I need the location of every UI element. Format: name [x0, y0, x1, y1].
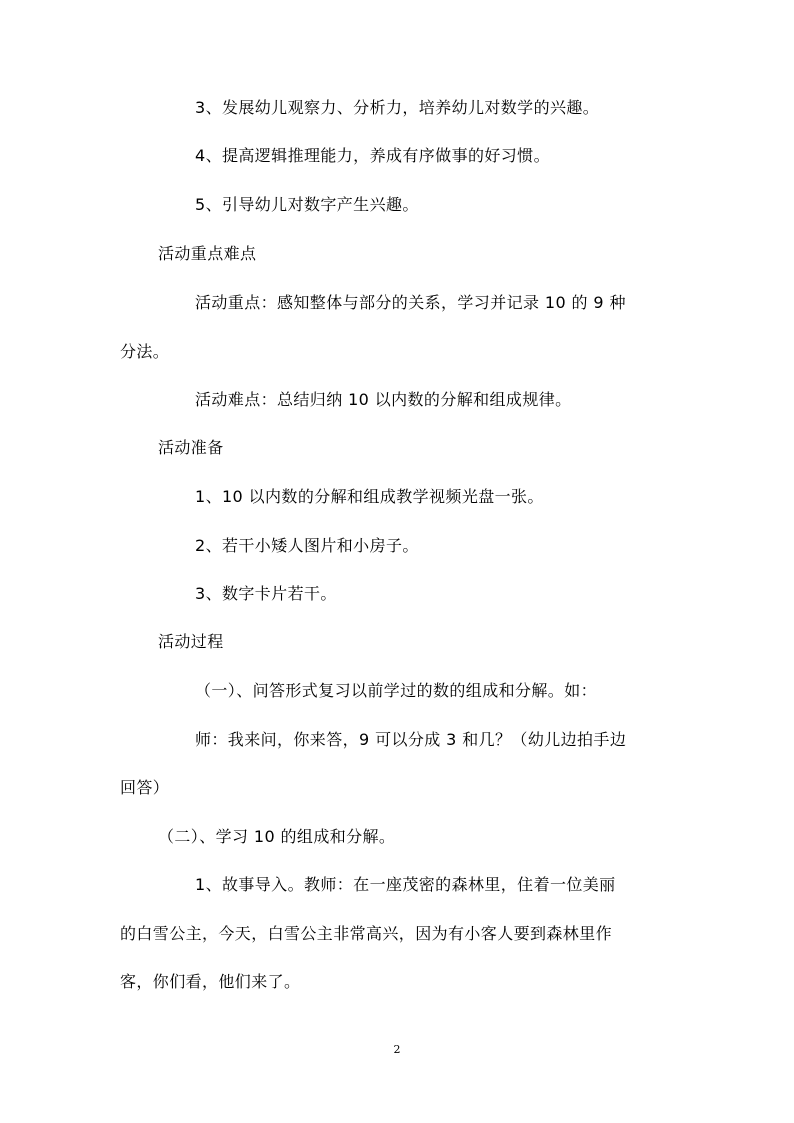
section-heading-preparation: 活动准备 — [158, 438, 224, 457]
goal-3: 3、发展幼儿观察力、分析力，培养幼儿对数学的兴趣。 — [195, 98, 600, 117]
key-point-line-2: 分法。 — [120, 342, 170, 361]
process-dialog-line-2: 回答） — [120, 778, 170, 797]
goal-4: 4、提高逻辑推理能力，养成有序做事的好习惯。 — [195, 146, 550, 165]
process-step-1: （一）、问答形式复习以前学过的数的组成和分解。如： — [195, 681, 598, 700]
story-line-3: 客，你们看，他们来了。 — [120, 972, 301, 991]
difficult-point: 活动难点：总结归纳 10 以内数的分解和组成规律。 — [195, 390, 572, 409]
process-step-2: （二）、学习 10 的组成和分解。 — [158, 827, 396, 846]
section-heading-key-points: 活动重点难点 — [158, 244, 257, 263]
story-line-2: 的白雪公主，今天，白雪公主非常高兴，因为有小客人要到森林里作 — [120, 924, 613, 943]
preparation-1: 1、10 以内数的分解和组成教学视频光盘一张。 — [195, 487, 544, 506]
page-number: 2 — [393, 1043, 401, 1056]
goal-5: 5、引导幼儿对数字产生兴趣。 — [195, 195, 419, 214]
key-point-line-1: 活动重点：感知整体与部分的关系，学习并记录 10 的 9 种 — [195, 293, 626, 312]
process-dialog-line-1: 师：我来问，你来答，9 可以分成 3 和几？（幼儿边拍手边 — [195, 730, 627, 749]
section-heading-process: 活动过程 — [158, 632, 224, 651]
preparation-2: 2、若干小矮人图片和小房子。 — [195, 536, 419, 555]
preparation-3: 3、数字卡片若干。 — [195, 584, 337, 603]
story-line-1: 1、故事导入。教师：在一座茂密的森林里，住着一位美丽 — [195, 875, 616, 894]
